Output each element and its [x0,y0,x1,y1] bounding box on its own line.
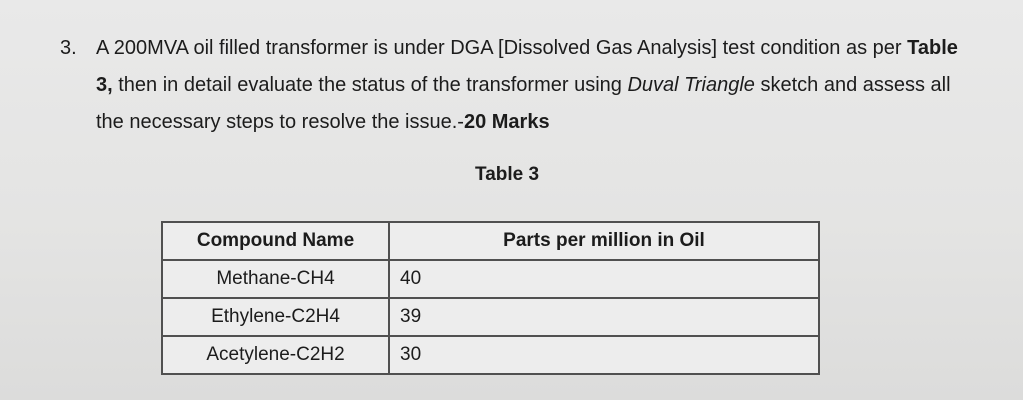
question-text [96,30,980,141]
table-row [162,298,819,336]
compound-name-cell: Ethylene-C2H4 [162,298,389,336]
dga-table [161,221,820,375]
question-text-part-2: then in detail evaluate the status of the transformer using [112,74,628,96]
compound-name-cell: Methane-CH4 [162,260,389,298]
question-text-part-1: A 200MVA oil filled transformer is under DGA [Dissolved Gas Analysis] test condition as per [96,37,908,59]
duval-triangle-term: Duval Triangle [627,74,755,96]
question-3 [60,30,980,141]
question-text-part-3: sketch and assess all the necessary steps to resolve the issue.- [96,74,951,133]
ppm-value-cell: 40 [389,260,819,298]
ppm-value-cell: 30 [389,336,819,374]
table-header-row [162,222,819,260]
header-ppm: Parts per million in Oil [389,222,819,260]
header-compound-name: Compound Name [162,222,389,260]
question-number: 3. [60,37,77,59]
table-caption: Table 3 [475,164,540,185]
table-row [162,336,819,374]
ppm-value-cell: 39 [389,298,819,336]
compound-name-cell: Acetylene-C2H2 [162,336,389,374]
marks-label: 20 Marks [463,111,550,133]
table-row [162,260,819,298]
table-reference: Table 3, [96,37,958,96]
